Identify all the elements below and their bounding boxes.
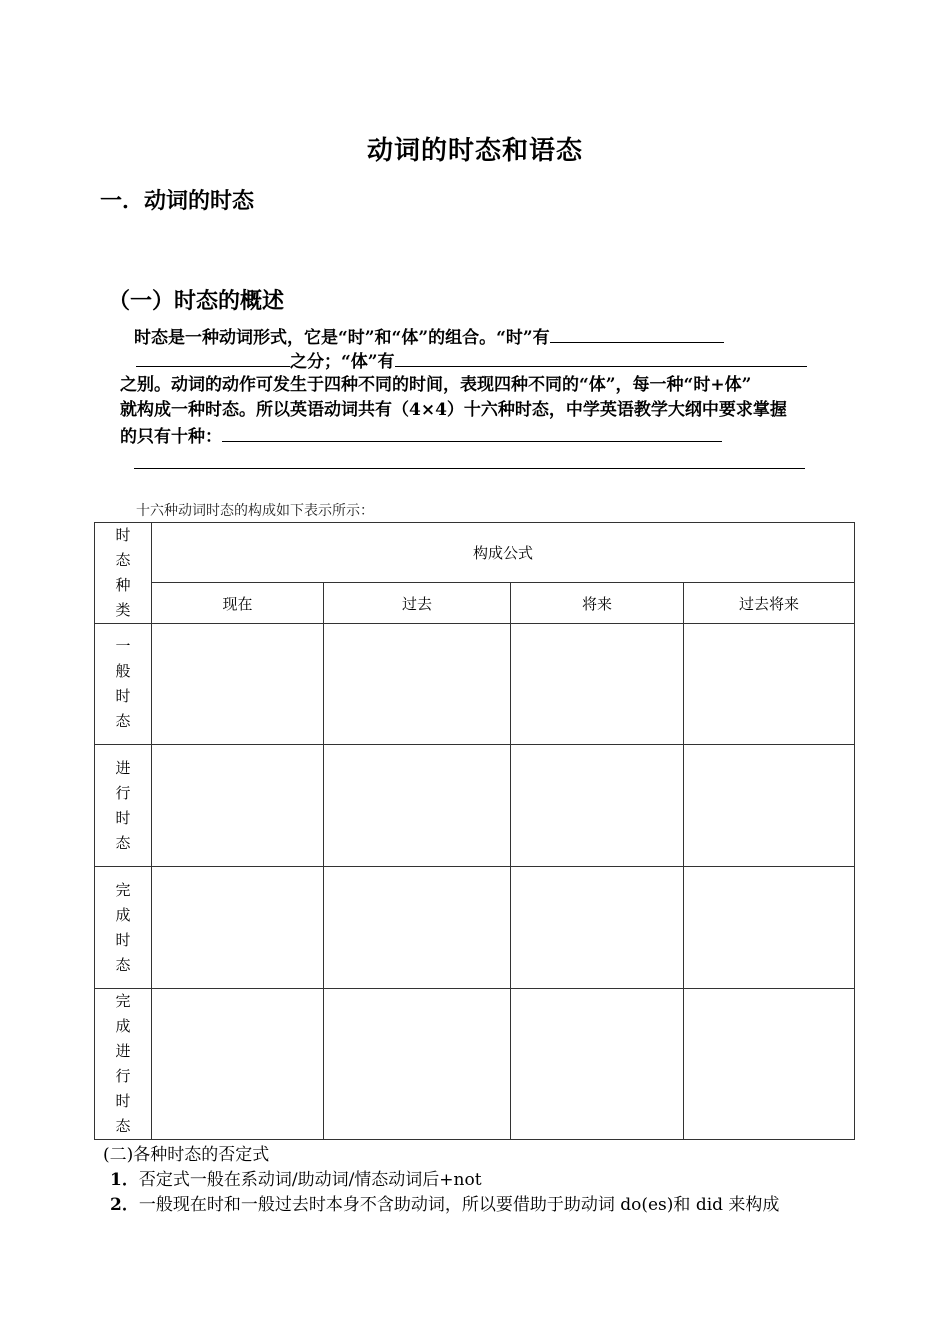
table-cell[interactable] [511,624,684,745]
table-cell[interactable] [324,745,511,867]
fill-blank-aspect[interactable] [395,348,807,367]
intro-line-3: 之别。动词的动作可发生于四种不同的时间，表现四种不同的“体”，每一种“时+体” [120,375,752,395]
point-2-number: 2． [110,1195,139,1215]
formula-header: 构成公式 [152,523,855,583]
row-header-progressive: 进行时态 [95,745,152,867]
table-cell[interactable] [152,867,324,989]
intro-text-5: 的只有十种： [120,427,222,447]
table-cell[interactable] [152,745,324,867]
row-header-simple: 一般时态 [95,624,152,745]
table-cell[interactable] [511,989,684,1140]
intro-line-2 [136,348,807,374]
table-cell[interactable] [684,745,855,867]
table-cell[interactable] [511,745,684,867]
table-row [95,745,855,867]
column-header-present: 现在 [152,583,324,624]
intro-text-2: 之分；“体”有 [290,352,395,372]
table-row [95,624,855,745]
table-caption: 十六种动词时态的构成如下表示所示： [136,503,374,519]
intro-line-4: 就构成一种时态。所以英语动词共有（4×4）十六种时态，中学英语教学大纲中要求掌握 [120,400,787,420]
column-header-past: 过去 [324,583,511,624]
document-title: 动词的时态和语态 [366,136,583,166]
table-cell[interactable] [684,624,855,745]
table-cell[interactable] [324,867,511,989]
tense-formation-table [94,522,855,1140]
point-1 [110,1165,482,1190]
section-heading-tenses: 一．动词的时态 [100,188,255,214]
table-cell[interactable] [324,989,511,1140]
fill-blank-time[interactable] [550,324,724,343]
table-row [95,867,855,989]
point-1-text: 否定式一般在系动词/助动词/情态动词后+not [138,1170,482,1190]
table-row [95,989,855,1140]
fill-blank-time-cont[interactable] [136,348,290,367]
intro-text-1: 时态是一种动词形式，它是“时”和“体”的组合。“时”有 [134,328,550,348]
table-cell[interactable] [152,624,324,745]
row-header-perfect-progressive: 完成进行时态 [95,989,152,1140]
fill-blank-ten-tenses[interactable] [222,423,722,442]
point-2-text: 一般现在时和一般过去时本身不含助动词，所以要借助于助动词 do(es)和 did 来构成 [138,1195,780,1215]
column-header-future: 将来 [511,583,684,624]
table-cell[interactable] [324,624,511,745]
table-cell[interactable] [684,989,855,1140]
intro-line-1 [134,324,724,350]
fill-blank-ten-tenses-cont[interactable] [134,468,805,469]
point-1-number: 1． [110,1170,139,1190]
column-header-past-future: 过去将来 [684,583,855,624]
table-cell[interactable] [511,867,684,989]
row-header-perfect: 完成时态 [95,867,152,989]
table-corner-header: 时态种类 [95,523,152,624]
table-cell[interactable] [684,867,855,989]
subsection-heading-overview: （一）时态的概述 [108,288,285,314]
table-cell[interactable] [152,989,324,1140]
subsection-heading-negative: (二)各种时态的否定式 [103,1145,270,1165]
intro-line-5 [120,423,722,449]
point-2 [110,1190,779,1215]
